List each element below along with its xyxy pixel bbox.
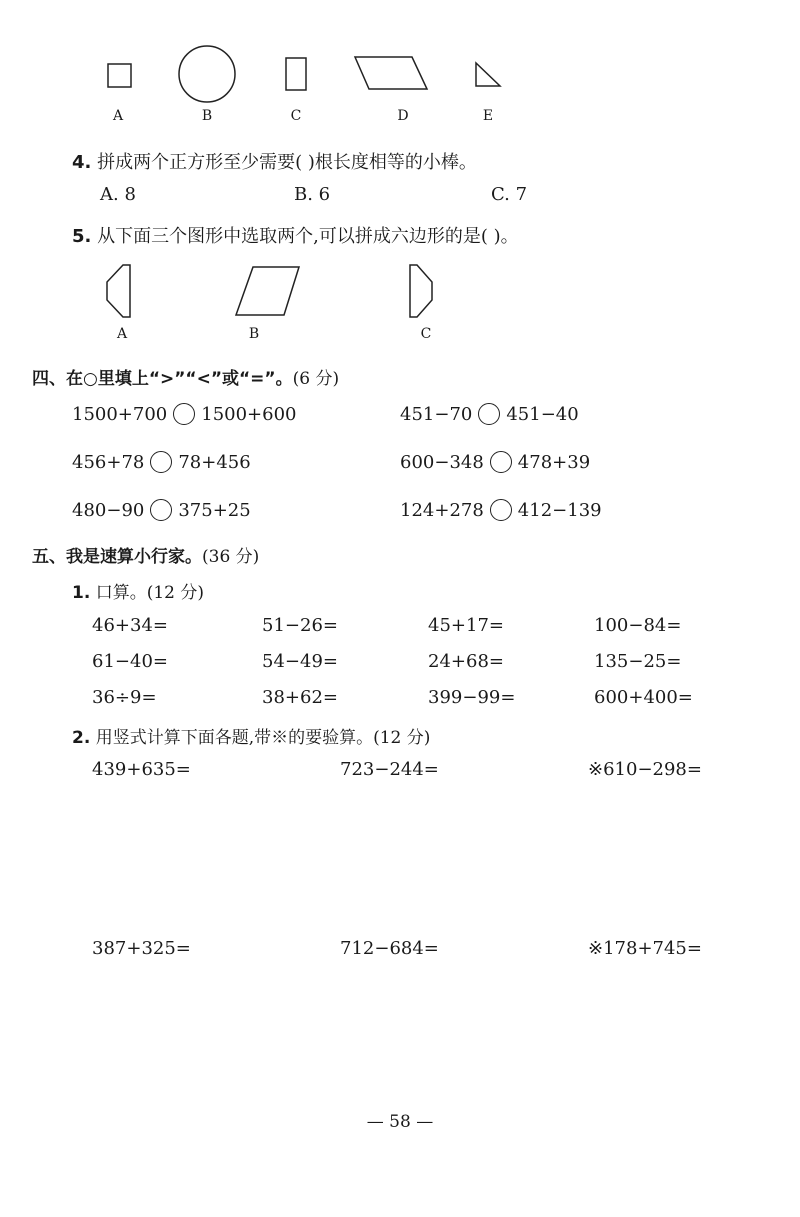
q5-label-b: B <box>248 326 260 342</box>
compare-item <box>72 451 251 473</box>
vertical-calc-item: 712−684= <box>340 938 439 959</box>
shape-c-rectangle <box>286 58 306 90</box>
answer-circle[interactable] <box>490 499 512 521</box>
shape-label-e: E <box>482 108 494 124</box>
compare-item <box>400 499 602 521</box>
compare-right: 375+25 <box>178 499 251 521</box>
question-5-text: 从下面三个图形中选取两个,可以拼成六边形的是( )。 <box>97 226 519 247</box>
vertical-calc-item: ※178+745= <box>588 938 702 959</box>
question-4-option-a: A. 8 <box>100 184 136 205</box>
compare-item <box>72 499 251 521</box>
vertical-calc-item: ※610−298= <box>588 759 702 780</box>
q5-shape-c-trapezoid <box>410 265 432 317</box>
compare-left: 600−348 <box>400 451 484 473</box>
answer-circle[interactable] <box>150 499 172 521</box>
subsection-1-number: 1. <box>72 583 91 603</box>
vertical-calc-item: 723−244= <box>340 759 439 780</box>
mental-math-item: 100−84= <box>594 615 682 636</box>
mental-math-item: 61−40= <box>92 651 168 672</box>
q5-shape-a-trapezoid <box>107 265 130 317</box>
q5-label-c: C <box>420 326 432 342</box>
compare-right: 412−139 <box>517 499 602 521</box>
answer-circle[interactable] <box>173 403 195 425</box>
section-4-title: 四、在○里填上“>”“<”或“=”。 <box>32 369 293 389</box>
question-5-number: 5. <box>72 226 92 247</box>
shape-b-circle <box>179 46 235 102</box>
mental-math-item: 38+62= <box>262 687 338 708</box>
question-4-text: 拼成两个正方形至少需要( )根长度相等的小棒。 <box>97 152 477 173</box>
shape-label-a: A <box>112 108 124 124</box>
q5-shape-b-parallelogram <box>236 267 299 315</box>
compare-item <box>72 403 297 425</box>
section-5-title: 五、我是速算小行家。 <box>32 547 202 567</box>
q5-label-a: A <box>116 326 128 342</box>
compare-left: 456+78 <box>72 451 145 473</box>
compare-right: 1500+600 <box>201 403 297 425</box>
answer-circle[interactable] <box>478 403 500 425</box>
subsection-1-text: 口算。(12 分) <box>95 583 205 603</box>
shape-a-square <box>108 64 131 87</box>
subsection-2-heading <box>72 723 430 748</box>
question-4-option-b: B. 6 <box>294 184 331 205</box>
subsection-2-number: 2. <box>72 728 91 748</box>
shape-d-parallelogram <box>355 57 427 89</box>
question-4-number: 4. <box>72 152 92 173</box>
compare-right: 451−40 <box>506 403 579 425</box>
section-5-points: (36 分) <box>202 547 260 567</box>
page-number: — 58 — <box>366 1112 434 1132</box>
question-4-option-c: C. 7 <box>491 184 528 205</box>
compare-left: 1500+700 <box>72 403 168 425</box>
compare-right: 78+456 <box>178 451 251 473</box>
question-5 <box>72 222 519 248</box>
shape-e-triangle <box>476 63 500 86</box>
mental-math-item: 399−99= <box>428 687 516 708</box>
compare-item <box>400 403 579 425</box>
section-4-heading <box>32 364 339 389</box>
mental-math-item: 36÷9= <box>92 687 157 708</box>
compare-left: 124+278 <box>400 499 484 521</box>
section-5-heading <box>32 542 259 567</box>
subsection-1-heading <box>72 578 204 603</box>
mental-math-item: 45+17= <box>428 615 504 636</box>
answer-circle[interactable] <box>490 451 512 473</box>
answer-circle[interactable] <box>150 451 172 473</box>
question-4 <box>72 148 477 174</box>
mental-math-item: 51−26= <box>262 615 338 636</box>
vertical-calc-item: 387+325= <box>92 938 191 959</box>
compare-left: 480−90 <box>72 499 145 521</box>
shape-label-c: C <box>290 108 302 124</box>
compare-left: 451−70 <box>400 403 473 425</box>
shape-label-b: B <box>201 108 213 124</box>
mental-math-item: 54−49= <box>262 651 338 672</box>
shapes-row2-figure <box>0 255 800 325</box>
section-4-points: (6 分) <box>292 369 340 389</box>
shape-label-d: D <box>397 108 409 124</box>
mental-math-item: 46+34= <box>92 615 168 636</box>
compare-item <box>400 451 590 473</box>
compare-right: 478+39 <box>517 451 591 473</box>
mental-math-item: 24+68= <box>428 651 504 672</box>
vertical-calc-item: 439+635= <box>92 759 191 780</box>
mental-math-item: 600+400= <box>594 687 693 708</box>
subsection-2-text: 用竖式计算下面各题,带※的要验算。(12 分) <box>95 728 431 748</box>
mental-math-item: 135−25= <box>594 651 682 672</box>
